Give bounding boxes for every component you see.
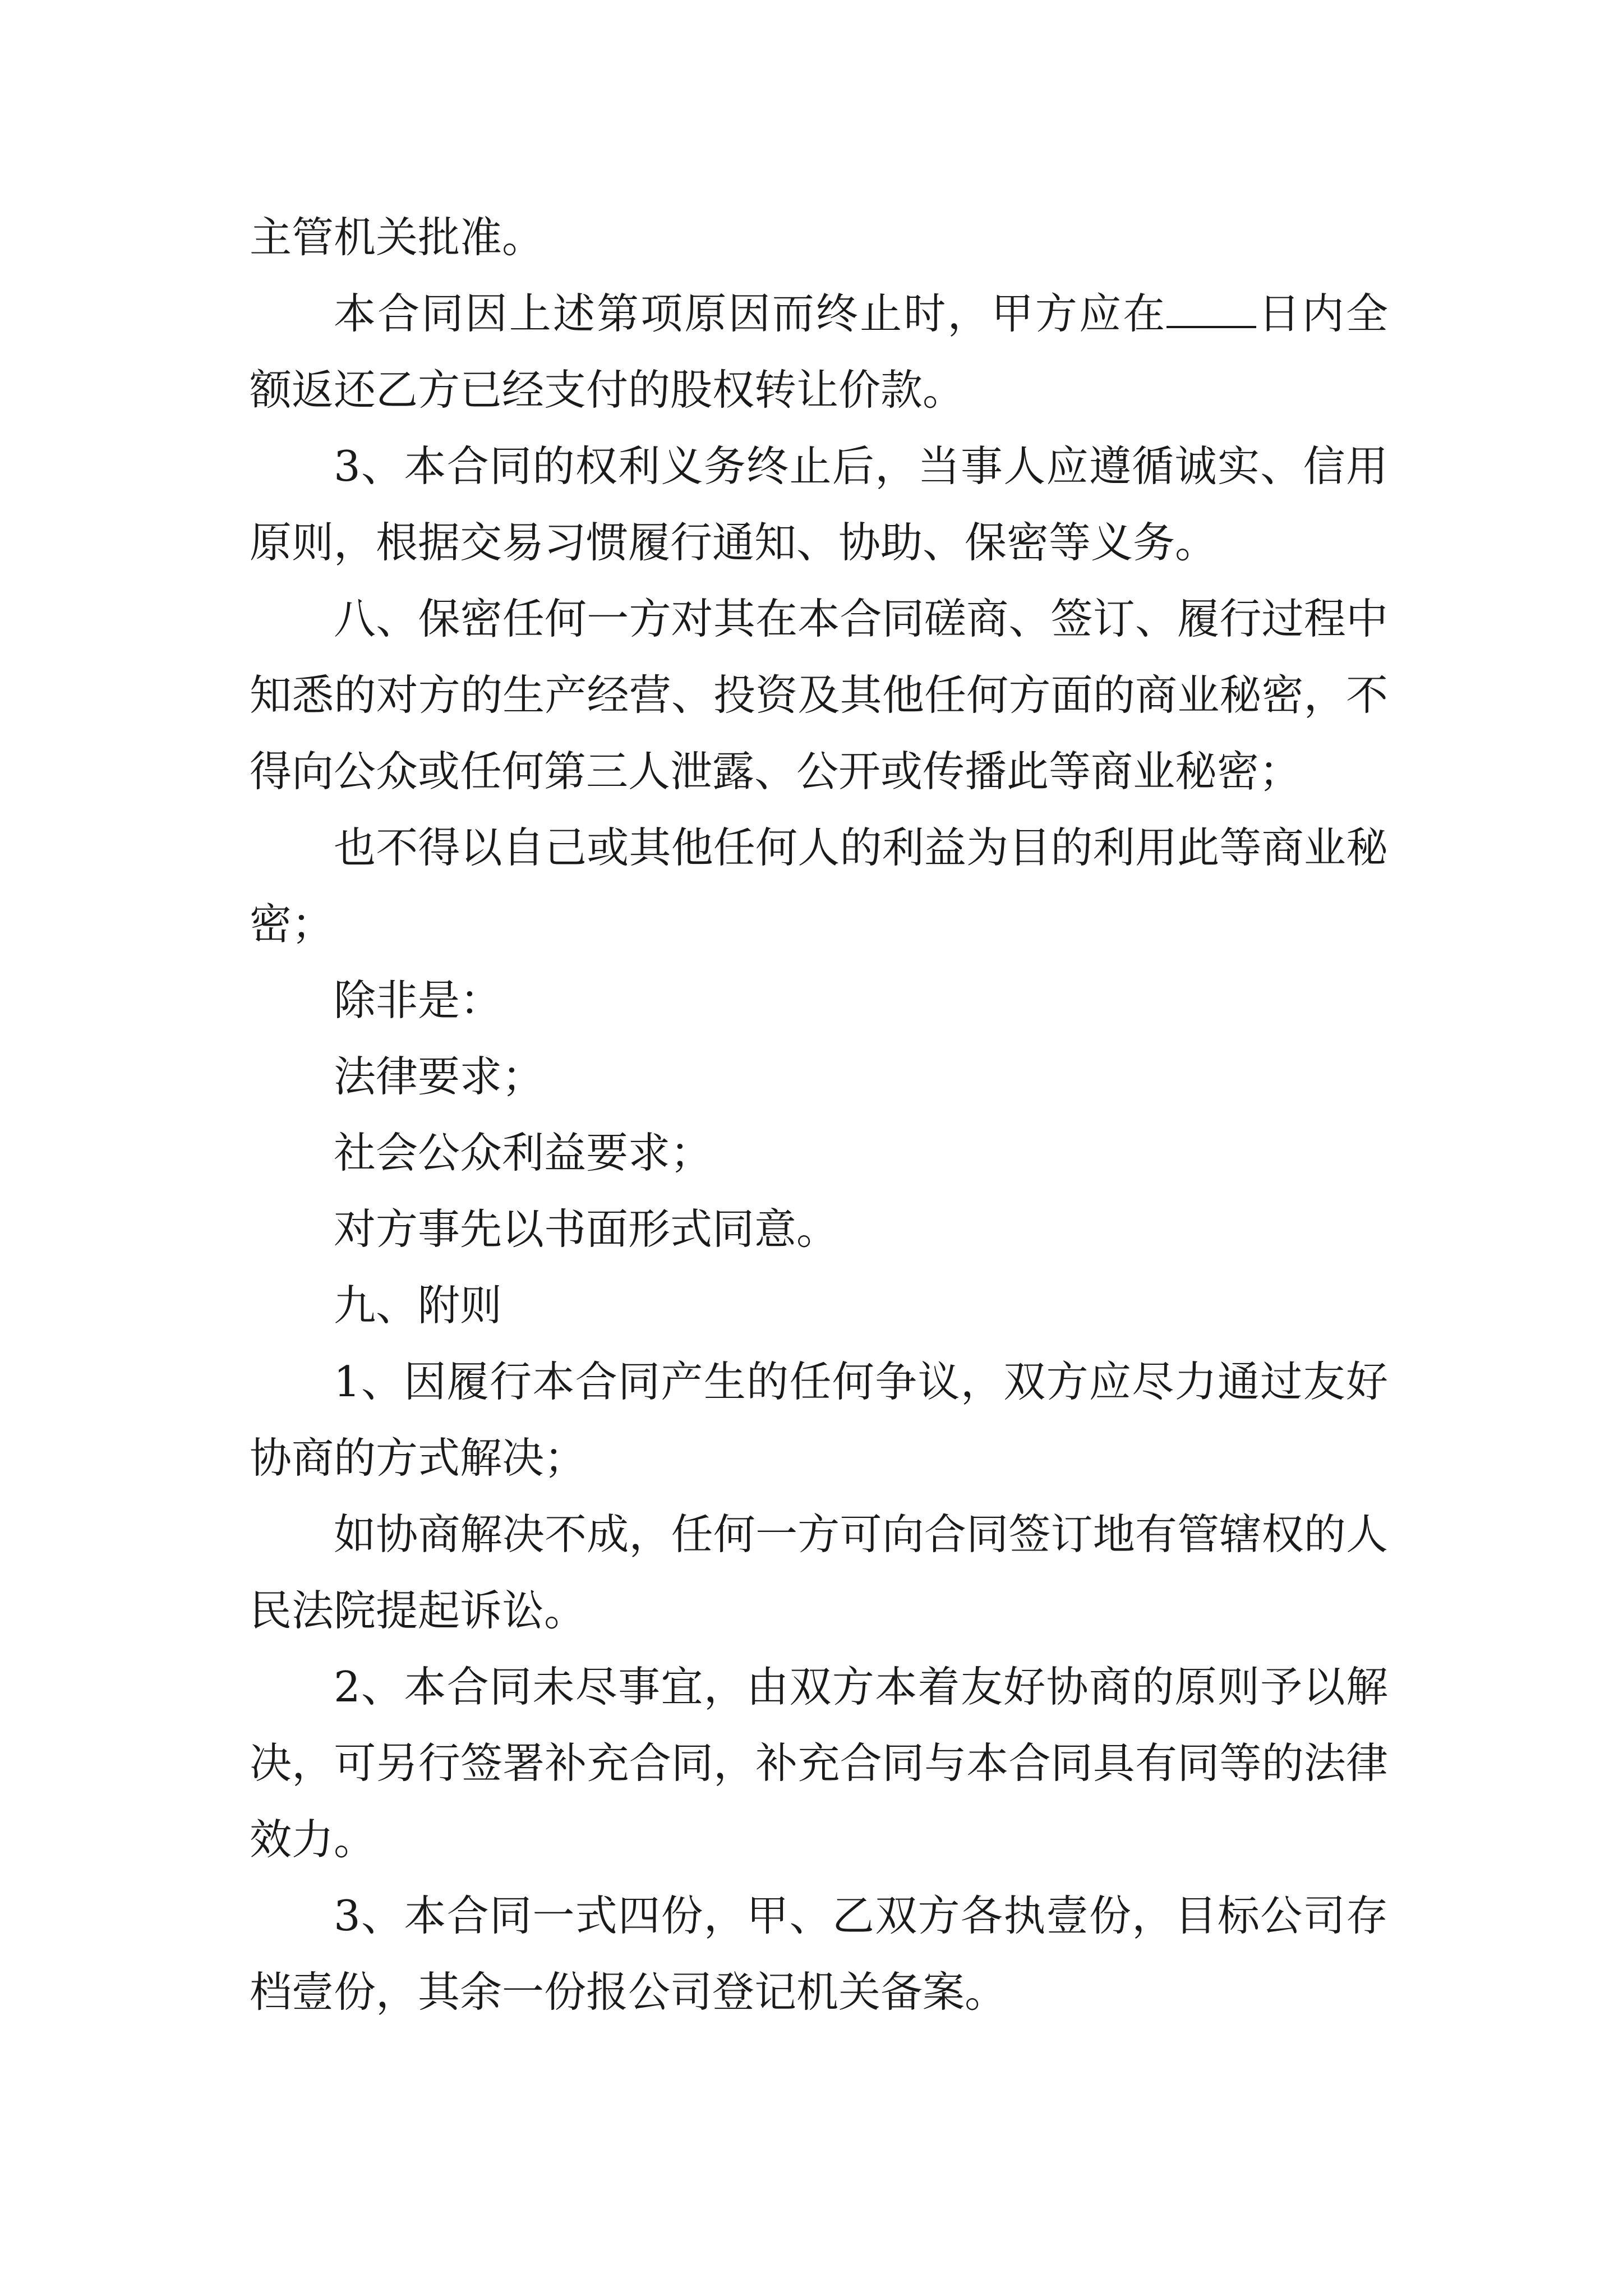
paragraph-copies: 3、本合同一式四份，甲、乙双方各执壹份，目标公司存档壹份，其余一份报公司登记机关备案。: [250, 1891, 1388, 2017]
paragraph-termination-refund: [250, 275, 1388, 428]
paragraph-confidentiality: 八、保密任何一方对其在本合同磋商、签订、履行过程中知悉的对方的生产经营、投资及其他任何方面的商业秘密，不得向公众或任何第三人泄露、公开或传播此等商业秘密；: [250, 594, 1388, 796]
refund-text-before-blank: 本合同因上述第项原因而终止时，甲方应在: [334, 289, 1167, 338]
document-body: [250, 199, 1388, 2030]
paragraph-supplementary-contract: 2、本合同未尽事宜，由双方本着友好协商的原则予以解决，可另行签署补充合同，补充合同与本合同具有同等的法律效力。: [250, 1662, 1388, 1864]
paragraph-confidentiality-use: 也不得以自己或其他任何人的利益为目的利用此等商业秘密；: [250, 823, 1388, 949]
section-heading-supplementary: 九、附则: [334, 1281, 502, 1330]
refund-text-after-blank: 日内全额返还乙方已经支付的股权转让价款。: [250, 289, 1388, 415]
paragraph-continuation: 主管机关批准。: [250, 213, 545, 262]
paragraph-post-termination-duties: 3、本合同的权利义务终止后，当事人应遵循诚实、信用原则，根据交易习惯履行通知、协助、保密等义务。: [250, 441, 1388, 567]
list-item-exception-public-interest: 社会公众利益要求；: [334, 1128, 713, 1177]
paragraph-exceptions-intro: 除非是：: [334, 976, 502, 1025]
list-item-exception-law: 法律要求；: [334, 1052, 545, 1101]
paragraph-dispute-litigation: 如协商解决不成，任何一方可向合同签订地有管辖权的人民法院提起诉讼。: [250, 1510, 1388, 1635]
fill-in-blank-days: [1166, 290, 1256, 328]
paragraph-dispute-negotiation: 1、因履行本合同产生的任何争议，双方应尽力通过友好协商的方式解决；: [250, 1357, 1388, 1483]
list-item-exception-written-consent: 对方事先以书面形式同意。: [334, 1204, 839, 1254]
